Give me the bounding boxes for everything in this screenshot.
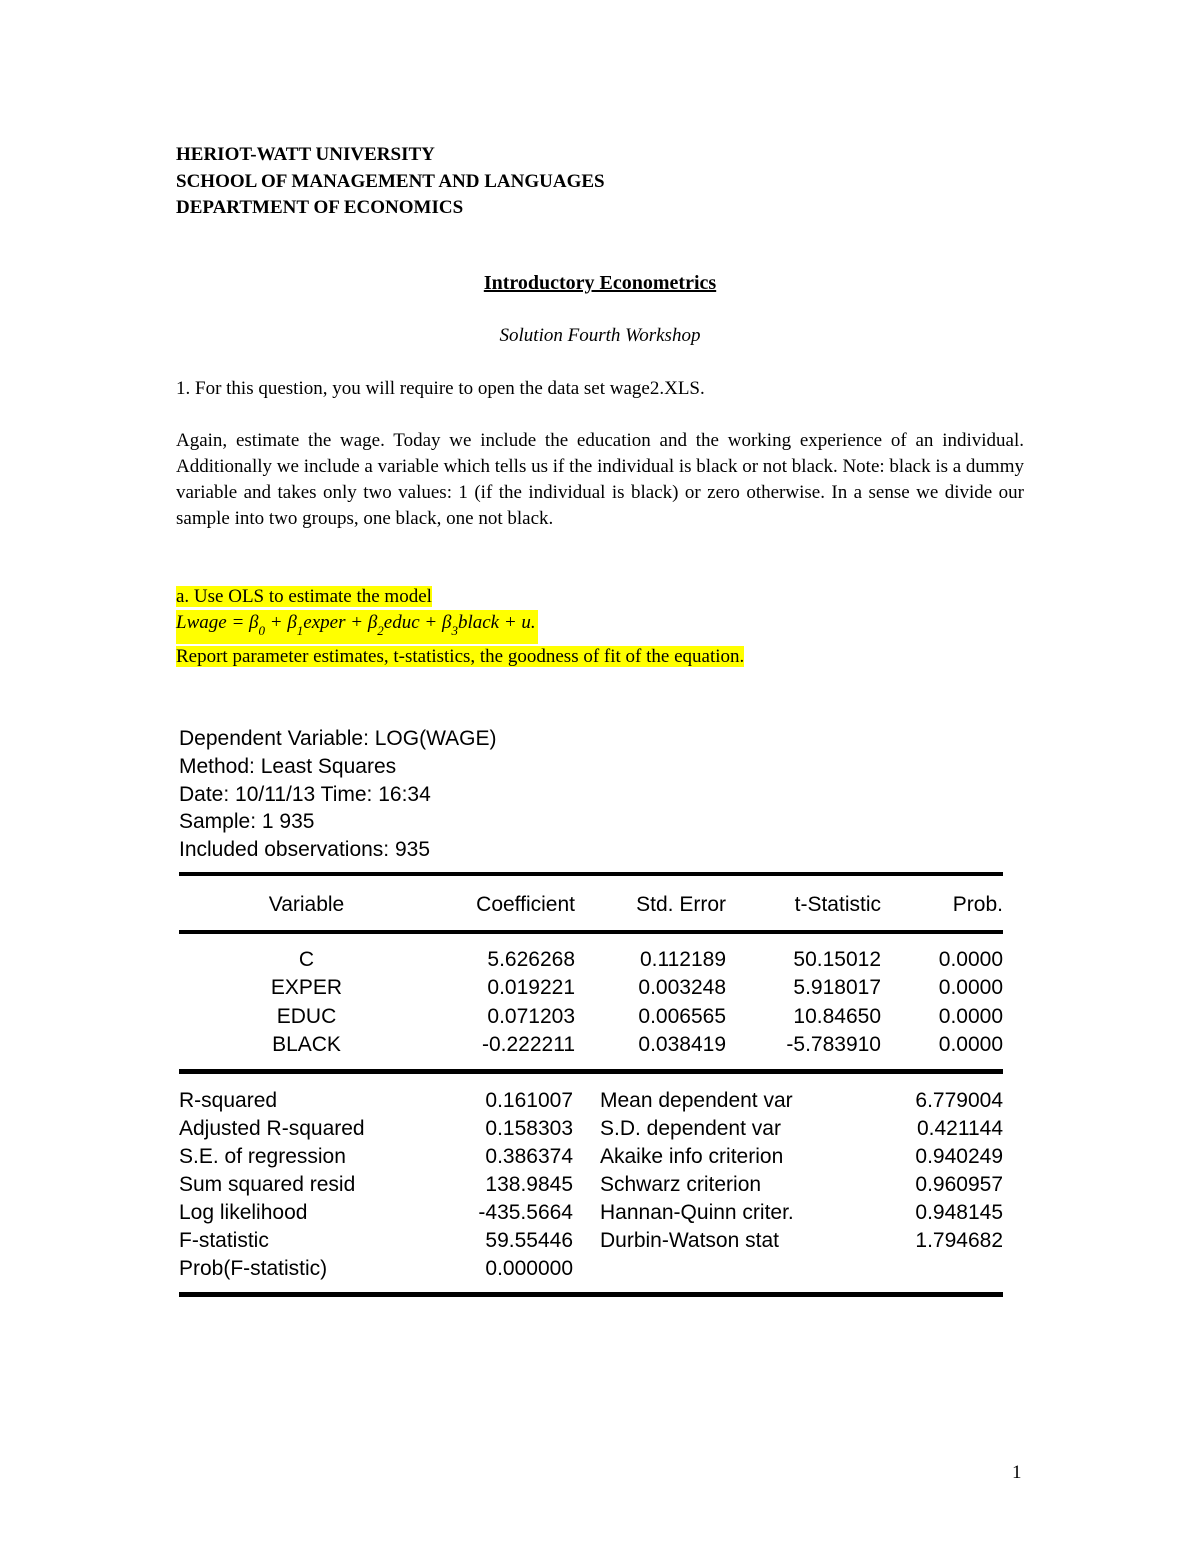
stats-row (179, 1227, 1003, 1255)
sample-range: Sample: 1 935 (179, 810, 315, 834)
stat-label: F-statistic (179, 1229, 269, 1252)
document-header (176, 142, 605, 222)
t-statistic-value: 5.918017 (793, 976, 881, 1000)
std-error-value: 0.112189 (639, 948, 726, 972)
prob-value: 0.0000 (938, 1033, 1003, 1057)
stat-value: 6.779004 (915, 1089, 1003, 1112)
table-row (179, 974, 1003, 1002)
stat-label: Durbin-Watson stat (600, 1229, 779, 1252)
stat-value (880, 1255, 1003, 1283)
coefficient-table (179, 946, 1003, 1059)
table-row (179, 946, 1003, 974)
stat-label: Schwarz criterion (600, 1173, 762, 1196)
stat-value: 0.421144 (916, 1117, 1003, 1140)
variable-name: C (298, 948, 315, 972)
document-subtitle: Solution Fourth Workshop (499, 325, 701, 346)
column-header: Std. Error (636, 893, 726, 916)
stat-value: 0.960957 (915, 1173, 1003, 1196)
coefficients-bottom-rule (179, 1069, 1003, 1074)
stat-value: 0.000000 (485, 1257, 573, 1280)
part-a-block (176, 584, 744, 670)
stats-row (179, 1115, 1003, 1143)
stat-label: Adjusted R-squared (179, 1117, 365, 1140)
stat-label: R-squared (179, 1089, 278, 1112)
stat-value: -435.5664 (478, 1201, 573, 1224)
stat-value: 0.940249 (915, 1145, 1003, 1168)
university-name: HERIOT-WATT UNIVERSITY (176, 144, 435, 165)
stat-label: Mean dependent var (600, 1089, 793, 1112)
coefficient-value: 5.626268 (487, 948, 575, 972)
stat-value: 0.948145 (915, 1201, 1003, 1224)
question-paragraph: Again, estimate the wage. Today we include the education and the working experience of an individual. Additionally we include a variable which tells us if the individual is black or not black. Note: black is a dummy variable and takes only two values: 1 (if the individual is black) or zero otherwise. In a sense we divide our sample into two groups, one black, one not black. (176, 430, 1024, 529)
course-title: Introductory Econometrics (483, 272, 717, 294)
t-statistic-value: 50.15012 (793, 948, 881, 972)
regression-statistics (179, 1087, 1003, 1283)
prob-value: 0.0000 (938, 1004, 1003, 1028)
column-header: Coefficient (476, 893, 575, 916)
stat-label: S.D. dependent var (600, 1117, 781, 1140)
coefficient-table-header (179, 890, 1003, 920)
column-header: Variable (268, 893, 345, 916)
stat-value: 0.386374 (485, 1145, 573, 1168)
page-number: 1 (1012, 1462, 1022, 1483)
stat-label: Log likelihood (179, 1201, 308, 1224)
stat-label: Akaike info criterion (600, 1145, 784, 1168)
question-1: 1. For this question, you will require to open the data set wage2.XLS. (176, 378, 705, 399)
header-bottom-rule (179, 930, 1003, 934)
column-header: t-Statistic (794, 893, 881, 916)
t-statistic-value: 10.84650 (793, 1004, 881, 1028)
part-a-instruction: a. Use OLS to estimate the model (176, 586, 432, 607)
t-statistic-value: -5.783910 (786, 1033, 881, 1057)
stat-value: 59.55446 (485, 1229, 573, 1252)
table-row (179, 1031, 1003, 1059)
prob-value: 0.0000 (938, 976, 1003, 1000)
std-error-value: 0.003248 (638, 976, 726, 1000)
variable-name: BLACK (272, 1033, 341, 1057)
prob-value: 0.0000 (938, 948, 1003, 972)
included-observations: Included observations: 935 (179, 838, 431, 862)
std-error-value: 0.006565 (638, 1004, 726, 1028)
stat-label: Sum squared resid (179, 1173, 356, 1196)
stats-row (179, 1255, 1003, 1283)
model-equation: Lwage = $\beta_0$ + $\beta_1exper$ + $\beta_2educ$ + $\beta_3black + u$. (176, 610, 538, 644)
stats-row (179, 1087, 1003, 1115)
stat-label: Hannan-Quinn criter. (600, 1201, 794, 1224)
column-header: Prob. (952, 893, 1003, 916)
coefficient-value: 0.071203 (487, 1004, 575, 1028)
estimation-date: Date: 10/11/13 Time: 16:34 (179, 782, 431, 806)
table-row (179, 1003, 1003, 1031)
table-top-rule (179, 872, 1003, 876)
coefficient-value: -0.222211 (481, 1033, 575, 1057)
stat-value: 0.161007 (485, 1089, 573, 1112)
table-bottom-rule (179, 1292, 1003, 1297)
department-name: DEPARTMENT OF ECONOMICS (176, 197, 464, 218)
std-error-value: 0.038419 (638, 1033, 726, 1057)
variable-name: EXPER (270, 976, 343, 1000)
part-a-report-instruction: Report parameter estimates, t-statistics, the goodness of fit of the equation. (176, 646, 745, 667)
stat-label: Prob(F-statistic) (179, 1257, 328, 1280)
stat-value: 138.9845 (485, 1173, 573, 1196)
estimation-method: Method: Least Squares (179, 754, 397, 778)
school-name: SCHOOL OF MANAGEMENT AND LANGUAGES (176, 170, 605, 192)
stat-label (573, 1255, 880, 1283)
stat-value: 1.794682 (915, 1229, 1003, 1252)
variable-name: EDUC (276, 1004, 337, 1028)
stat-label: S.E. of regression (179, 1145, 346, 1168)
dependent-variable: Dependent Variable: LOG(WAGE) (179, 727, 497, 750)
stats-row (179, 1143, 1003, 1171)
stats-row (179, 1199, 1003, 1227)
coefficient-value: 0.019221 (487, 976, 575, 1000)
regression-metadata (179, 725, 496, 864)
stat-value: 0.158303 (485, 1117, 573, 1140)
stats-row (179, 1171, 1003, 1199)
